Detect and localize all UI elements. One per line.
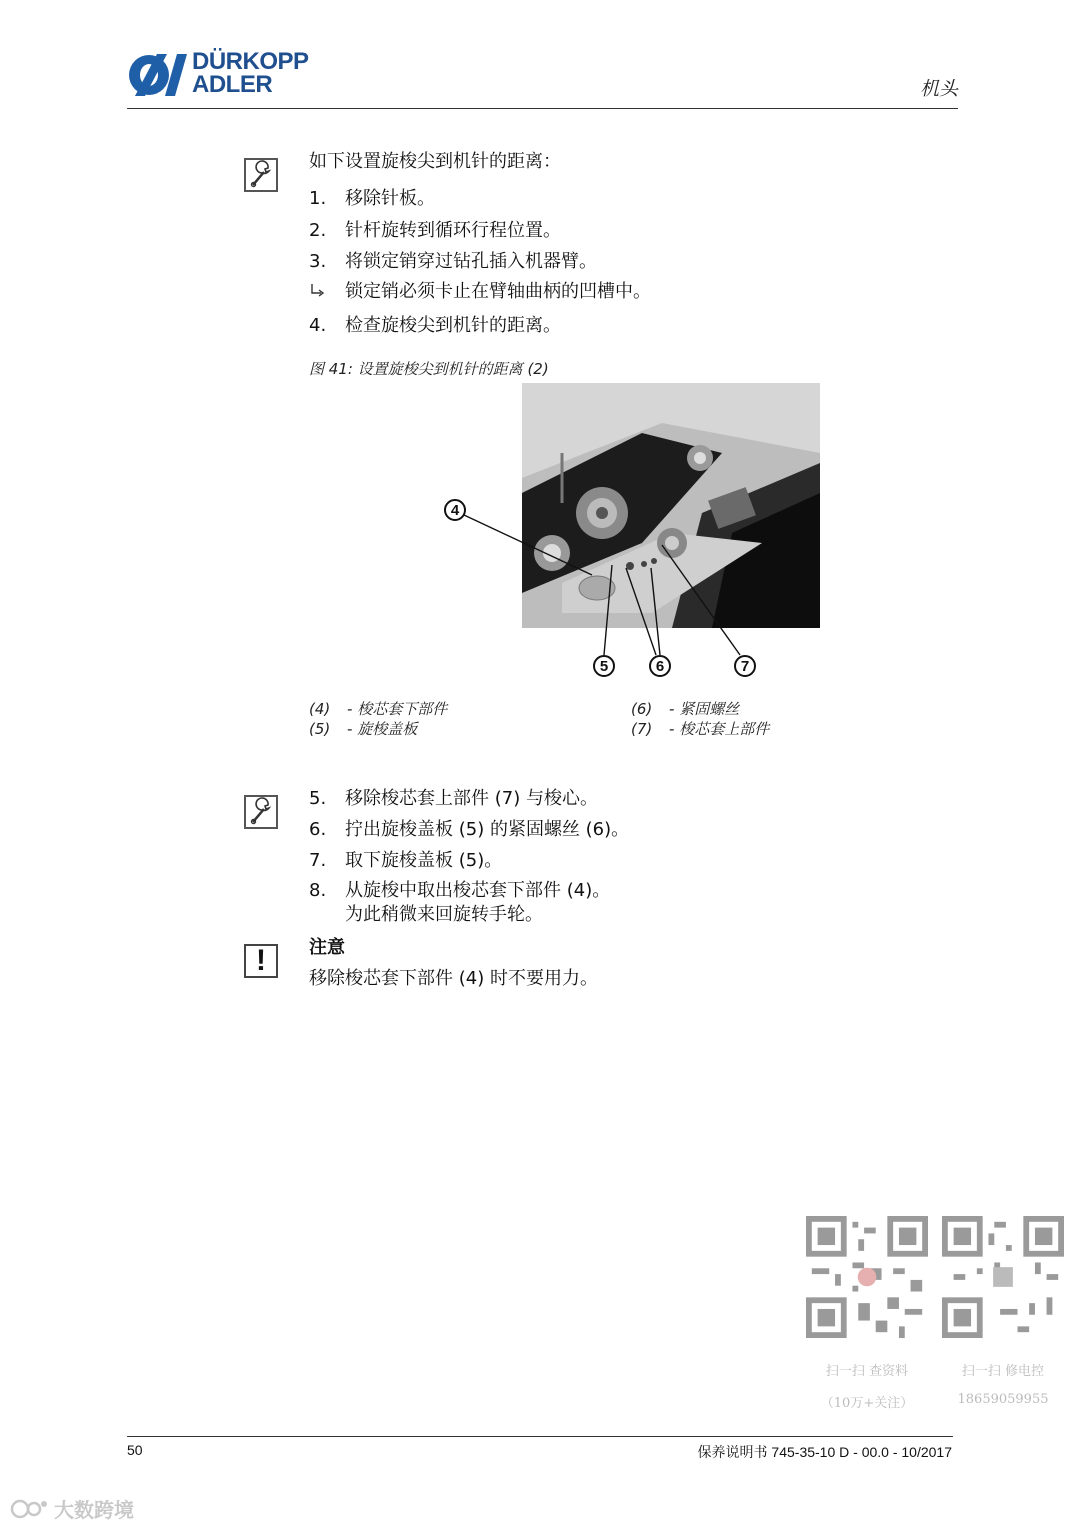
notice-title: 注意 xyxy=(309,937,345,958)
wrench-icon xyxy=(244,158,278,192)
legend-item xyxy=(631,698,739,719)
notice-text: 移除梭芯套下部件 (4) 时不要用力。 xyxy=(309,968,598,989)
qr-caption: 扫一扫 查资料 xyxy=(825,1364,909,1379)
legend-ref: (5) xyxy=(309,720,331,738)
result-arrow-icon xyxy=(309,282,327,300)
qr-code-icon xyxy=(942,1216,1064,1338)
step-text: 从旋梭中取出梭芯套下部件 (4)。 xyxy=(345,880,611,901)
step-text-continued: 为此稍微来回旋转手轮。 xyxy=(345,904,543,925)
legend-ref: (6) xyxy=(631,700,653,718)
step-number: 5. xyxy=(309,788,327,809)
warning-glyph: ! xyxy=(256,944,266,977)
intro-text: 如下设置旋梭尖到机针的距离： xyxy=(309,151,561,172)
qr-caption: 18659059955 xyxy=(957,1392,1049,1407)
watermark xyxy=(10,1494,134,1523)
watermark-logo-icon xyxy=(10,1498,48,1520)
brand-line-2: ADLER xyxy=(192,71,273,98)
qr-caption: （10万+关注） xyxy=(820,1396,914,1411)
step-text: 针杆旋转到循环行程位置。 xyxy=(345,220,561,241)
step-text: 取下旋梭盖板 (5)。 xyxy=(345,850,503,871)
step-number: 2. xyxy=(309,220,327,241)
warning-icon xyxy=(244,944,278,978)
header-divider xyxy=(127,108,958,109)
step-number: 3. xyxy=(309,251,327,272)
step-number: 7. xyxy=(309,850,327,871)
step-text: 检查旋梭尖到机针的距离。 xyxy=(345,315,561,336)
section-title: 机头 xyxy=(919,78,958,100)
legend-item xyxy=(309,698,447,719)
figure-caption: 图 41: 设置旋梭尖到机针的距离 (2) xyxy=(309,360,549,378)
legend-item xyxy=(309,718,417,739)
legend-ref: (7) xyxy=(631,720,653,738)
watermark-text: 大数跨境 xyxy=(54,1498,134,1522)
brand-line-1: DÜRKOPP xyxy=(192,48,309,75)
step-list-1 xyxy=(309,187,809,347)
step-text: 移除针板。 xyxy=(345,188,435,209)
qr-code-icon xyxy=(806,1216,928,1338)
brand-logo-icon xyxy=(127,52,187,98)
step-number: 6. xyxy=(309,819,327,840)
callout-7: 7 xyxy=(734,655,756,677)
page-number: 50 xyxy=(127,1442,143,1458)
step-text: 锁定销必须卡止在臂轴曲柄的凹槽中。 xyxy=(345,281,651,302)
step-number: 1. xyxy=(309,188,327,209)
step-text: 将锁定销穿过钻孔插入机器臂。 xyxy=(345,251,597,272)
legend-item xyxy=(631,718,769,739)
legend-text: - 梭芯套下部件 xyxy=(347,700,448,718)
wrench-icon xyxy=(244,795,278,829)
brand-name xyxy=(192,50,309,96)
legend-text: - 梭芯套上部件 xyxy=(669,720,770,738)
step-text: 拧出旋梭盖板 (5) 的紧固螺丝 (6)。 xyxy=(345,819,630,840)
legend-text: - 紧固螺丝 xyxy=(669,700,740,718)
callout-4: 4 xyxy=(444,499,466,521)
callout-6: 6 xyxy=(649,655,671,677)
legend-text: - 旋梭盖板 xyxy=(347,720,418,738)
callout-leaders xyxy=(440,495,780,675)
step-text: 移除梭芯套上部件 (7) 与梭心。 xyxy=(345,788,598,809)
legend-ref: (4) xyxy=(309,700,331,718)
qr-caption: 扫一扫 修电控 xyxy=(961,1364,1045,1379)
step-number: 4. xyxy=(309,315,327,336)
footer-divider xyxy=(127,1436,953,1437)
callout-5: 5 xyxy=(593,655,615,677)
document-id: 保养说明书 745-35-10 D - 00.0 - 10/2017 xyxy=(697,1444,952,1460)
step-number: 8. xyxy=(309,880,327,901)
step-list-2 xyxy=(309,787,829,927)
